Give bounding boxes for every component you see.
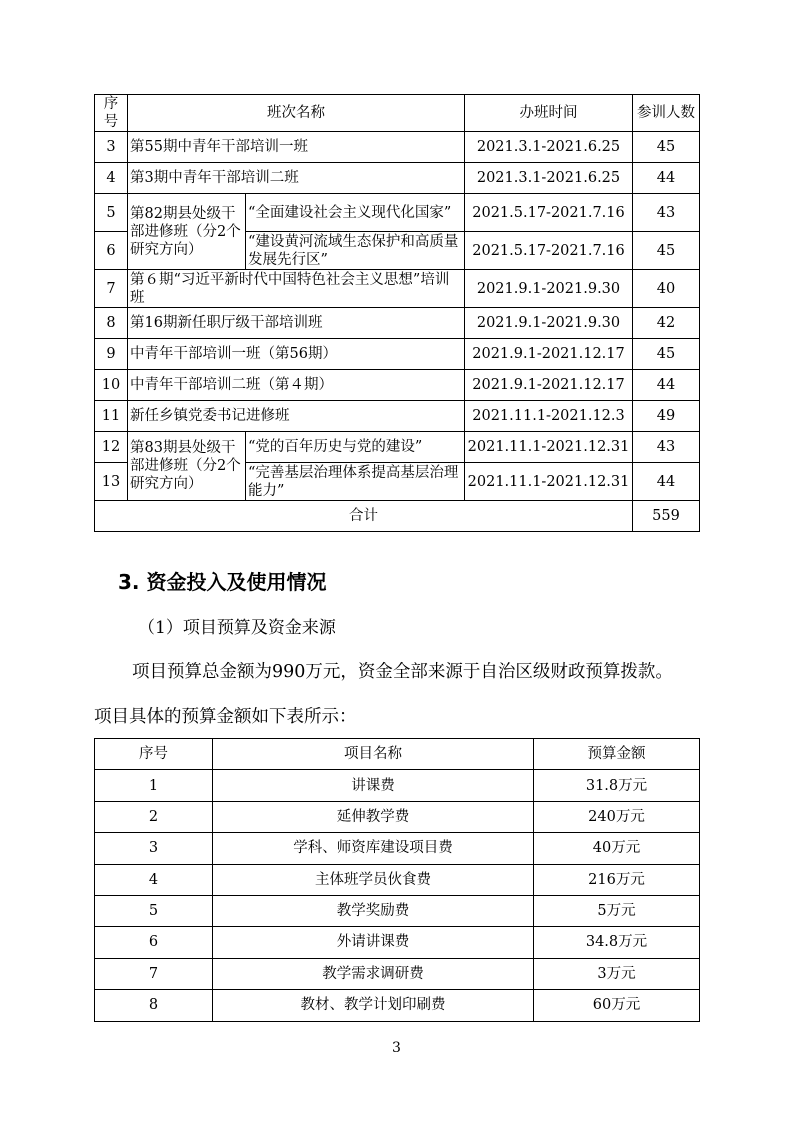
table-row [95, 132, 700, 163]
header-cell: 预算金额 [534, 739, 700, 770]
table-row [95, 801, 700, 832]
header-cell: 参训人数 [633, 95, 700, 132]
budget-amount: 5万元 [534, 895, 700, 926]
participant-count: 42 [633, 308, 700, 339]
table-row [95, 163, 700, 194]
subheading: （1）项目预算及资金来源 [138, 618, 336, 638]
row-number: 11 [95, 401, 128, 432]
item-name: 外请讲课费 [213, 927, 534, 958]
table-row [95, 895, 700, 926]
class-name: 中青年干部培训二班（第４期） [128, 370, 465, 401]
row-number: 13 [95, 463, 128, 501]
budget-amount: 31.8万元 [534, 770, 700, 801]
class-time: 2021.9.1-2021.9.30 [465, 308, 633, 339]
budget-amount: 216万元 [534, 864, 700, 895]
header-cell: 班次名称 [128, 95, 465, 132]
total-value: 559 [633, 501, 700, 532]
page-number: 3 [392, 1040, 401, 1056]
row-number: 6 [95, 232, 128, 270]
table-row [95, 864, 700, 895]
header-cell: 项目名称 [213, 739, 534, 770]
class-time: 2021.11.1-2021.12.31 [465, 432, 633, 463]
table-header-row [95, 95, 700, 132]
class-time: 2021.3.1-2021.6.25 [465, 163, 633, 194]
item-name: 延伸教学费 [213, 801, 534, 832]
participant-count: 44 [633, 163, 700, 194]
row-number: 8 [95, 308, 128, 339]
row-number: 12 [95, 432, 128, 463]
participant-count: 40 [633, 270, 700, 308]
row-number: 5 [95, 194, 128, 232]
class-name: 第3期中青年干部培训二班 [128, 163, 465, 194]
item-name: 教材、教学计划印刷费 [213, 990, 534, 1021]
header-cell: 序号 [95, 739, 213, 770]
table-row [95, 927, 700, 958]
table-header-row [95, 739, 700, 770]
row-number: 7 [95, 270, 128, 308]
participant-count: 44 [633, 370, 700, 401]
table-row [95, 339, 700, 370]
participant-count: 43 [633, 194, 700, 232]
class-name: 中青年干部培训一班（第56期） [128, 339, 465, 370]
table-row [95, 401, 700, 432]
class-time: 2021.9.1-2021.9.30 [465, 270, 633, 308]
row-number: 9 [95, 339, 128, 370]
item-name: 学科、师资库建设项目费 [213, 833, 534, 864]
budget-amount: 34.8万元 [534, 927, 700, 958]
row-number: 5 [95, 895, 213, 926]
table-row [95, 370, 700, 401]
row-number: 3 [95, 833, 213, 864]
section-heading: 3. 资金投入及使用情况 [118, 570, 327, 594]
class-time: 2021.5.17-2021.7.16 [465, 232, 633, 270]
row-number: 10 [95, 370, 128, 401]
table-row [95, 770, 700, 801]
class-time: 2021.11.1-2021.12.3 [465, 401, 633, 432]
paragraph: 项目具体的预算金额如下表所示： [94, 707, 357, 727]
participant-count: 45 [633, 339, 700, 370]
participant-count: 45 [633, 232, 700, 270]
row-number: 4 [95, 163, 128, 194]
row-number: 2 [95, 801, 213, 832]
class-time: 2021.11.1-2021.12.31 [465, 463, 633, 501]
total-row [95, 501, 700, 532]
participant-count: 49 [633, 401, 700, 432]
paragraph: 项目预算总金额为990万元，资金全部来源于自治区级财政预算拨款。 [132, 662, 673, 682]
row-number: 6 [95, 927, 213, 958]
item-name: 讲课费 [213, 770, 534, 801]
research-direction: “完善基层治理体系提高基层治理能力” [246, 463, 465, 501]
table-row [95, 432, 700, 463]
class-name: 新任乡镇党委书记进修班 [128, 401, 465, 432]
class-name: 第82期县处级干部进修班（分2个研究方向） [128, 194, 246, 270]
research-direction: “全面建设社会主义现代化国家” [246, 194, 465, 232]
item-name: 教学需求调研费 [213, 958, 534, 989]
row-number: 8 [95, 990, 213, 1021]
table-row [95, 194, 700, 232]
table-row [95, 990, 700, 1021]
budget-table [94, 738, 700, 1022]
class-name: 第16期新任职厅级干部培训班 [128, 308, 465, 339]
class-name: 第55期中青年干部培训一班 [128, 132, 465, 163]
table-row [95, 833, 700, 864]
class-time: 2021.9.1-2021.12.17 [465, 370, 633, 401]
item-name: 教学奖励费 [213, 895, 534, 926]
table-row [95, 958, 700, 989]
row-number: 4 [95, 864, 213, 895]
budget-amount: 240万元 [534, 801, 700, 832]
participant-count: 43 [633, 432, 700, 463]
training-class-table [94, 94, 700, 532]
class-name: 第６期“习近平新时代中国特色社会主义思想”培训班 [128, 270, 465, 308]
row-number: 1 [95, 770, 213, 801]
class-name: 第83期县处级干部进修班（分2个研究方向） [128, 432, 246, 501]
participant-count: 44 [633, 463, 700, 501]
budget-amount: 3万元 [534, 958, 700, 989]
budget-amount: 60万元 [534, 990, 700, 1021]
table-row [95, 270, 700, 308]
row-number: 7 [95, 958, 213, 989]
budget-amount: 40万元 [534, 833, 700, 864]
total-label: 合计 [95, 501, 633, 532]
row-number: 3 [95, 132, 128, 163]
participant-count: 45 [633, 132, 700, 163]
item-name: 主体班学员伙食费 [213, 864, 534, 895]
header-cell: 办班时间 [465, 95, 633, 132]
class-time: 2021.9.1-2021.12.17 [465, 339, 633, 370]
research-direction: “建设黄河流域生态保护和高质量发展先行区” [246, 232, 465, 270]
class-time: 2021.3.1-2021.6.25 [465, 132, 633, 163]
table-row [95, 308, 700, 339]
research-direction: “党的百年历史与党的建设” [246, 432, 465, 463]
class-time: 2021.5.17-2021.7.16 [465, 194, 633, 232]
header-cell: 序号 [95, 95, 128, 132]
